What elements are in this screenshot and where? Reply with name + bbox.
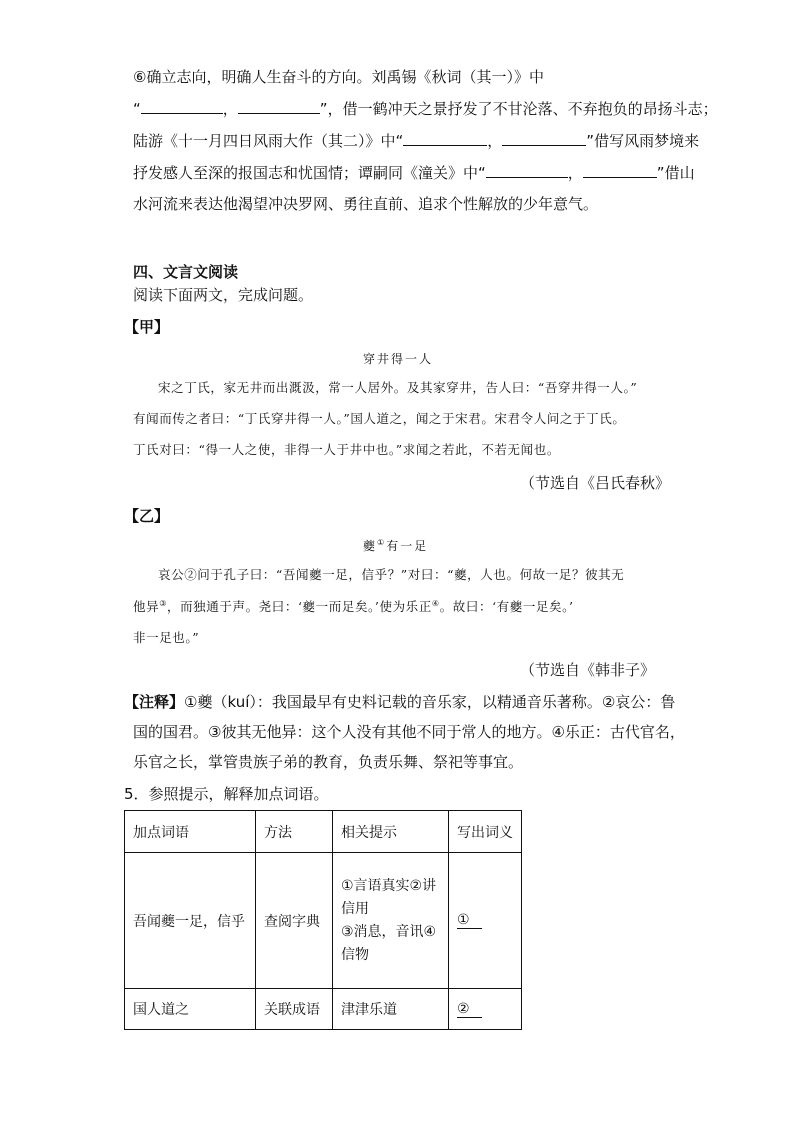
hint-line: 信用 bbox=[341, 900, 369, 917]
section-heading: 四、文言文阅读 bbox=[133, 263, 239, 281]
comma: ， bbox=[567, 164, 583, 182]
title-rest: 有一足 bbox=[386, 539, 429, 553]
footnote-marker: ① bbox=[377, 538, 387, 547]
question-5-prompt: 5．参照提示，解释加点词语。 bbox=[124, 785, 329, 803]
answer-blank-2[interactable] bbox=[238, 99, 320, 114]
notes-label: 【注释】 bbox=[124, 693, 185, 711]
table-row bbox=[125, 989, 522, 1030]
text-segment: ，而独通于声。尧曰：‘夔一而足矣。’使为乐正 bbox=[166, 599, 432, 614]
q6-line-3-start: 陆游《十一月四日风雨大作（其二）》中“ bbox=[133, 132, 404, 150]
table-cell-word: 国人道之 bbox=[125, 989, 256, 1030]
comma: ， bbox=[222, 100, 238, 118]
notes-line-1 bbox=[124, 692, 675, 712]
table-cell-method: 查阅字典 bbox=[256, 853, 333, 989]
passage-a-label: 【甲】 bbox=[124, 318, 170, 336]
vocab-table bbox=[124, 810, 522, 1030]
passage-a-source: （节选自《吕氏春秋》 bbox=[520, 474, 671, 492]
passage-a-line-3: 丁氏对曰：“得一人之使，非得一人于井中也。”求闻之若此，不若无闻也。 bbox=[133, 442, 560, 457]
q6-line-4 bbox=[133, 163, 695, 183]
q6-line-5: 水河流来表达他渴望冲决罗网、勇往直前、追求个性解放的少年意气。 bbox=[133, 195, 599, 213]
title-word-kui: 夔 bbox=[363, 539, 378, 553]
text-segment: 。故曰：‘有夔一足矣。’ bbox=[439, 599, 574, 614]
footnote-marker: ④ bbox=[431, 598, 440, 608]
quote-open: “ bbox=[133, 100, 141, 118]
answer-blank-5[interactable] bbox=[486, 163, 568, 178]
comma: ， bbox=[487, 132, 503, 150]
passage-b-line-3: 非一足也。” bbox=[133, 630, 200, 645]
answer-blank-3[interactable] bbox=[403, 131, 487, 146]
answer-slot-1[interactable]: ① bbox=[457, 912, 482, 929]
section-instruction: 阅读下面两文，完成问题。 bbox=[133, 286, 314, 304]
q6-line-2 bbox=[133, 99, 718, 119]
answer-slot-2[interactable]: ② bbox=[457, 1001, 482, 1018]
q6-line-1: ⑥确立志向，明确人生奋斗的方向。刘禹锡《秋词（其一）》中 bbox=[133, 68, 544, 86]
notes-line-2: 国的国君。③彼其无他异：这个人没有其他不同于常人的地方。④乐正：古代官名， bbox=[133, 723, 685, 741]
hint-line: ①言语真实②讲 bbox=[341, 877, 437, 894]
hint-line: ③消息，音讯④ bbox=[341, 923, 437, 940]
table-header: 写出词义 bbox=[449, 811, 522, 853]
table-cell-answer[interactable] bbox=[449, 989, 522, 1030]
passage-b-line-2 bbox=[133, 598, 574, 616]
passage-b-source: （节选自《韩非子》 bbox=[520, 661, 656, 679]
passage-b-line-1: 哀公②问于孔子曰：“吾闻夔一足，信乎？”对曰：“夔，人也。何故一足？彼其无 bbox=[158, 567, 625, 582]
footnote-marker: ③ bbox=[159, 598, 167, 608]
passage-a-line-1: 宋之丁氏，家无井而出溉汲，常一人居外。及其家穿井，告人曰：“吾穿井得一人。” bbox=[158, 380, 638, 395]
table-cell-word: 吾闻夔一足，信乎 bbox=[125, 853, 256, 989]
answer-blank-1[interactable] bbox=[141, 99, 223, 114]
table-cell-hint bbox=[333, 853, 449, 989]
table-header: 方法 bbox=[256, 811, 333, 853]
notes-line-3: 乐官之长，掌管贵族子弟的教育，负责乐舞、祭祀等事宜。 bbox=[133, 753, 524, 771]
q6-line-3-rest: ”借写风雨梦境来 bbox=[586, 132, 700, 150]
text-segment: 他异 bbox=[133, 599, 160, 614]
table-header: 相关提示 bbox=[333, 811, 449, 853]
q6-line-2-text: ”，借一鹤冲天之景抒发了不甘沦落、不弃抱负的昂扬斗志； bbox=[319, 100, 718, 118]
table-cell-hint: 津津乐道 bbox=[333, 989, 449, 1030]
passage-a-line-2: 有闻而传之者曰：“丁氏穿井得一人。”国人道之，闻之于宋君。宋君令人问之于丁氏。 bbox=[133, 411, 626, 426]
notes-text: ①夔（kuí）：我国最早有史料记载的音乐家，以精通音乐著称。②哀公：鲁 bbox=[184, 693, 676, 711]
passage-b-label: 【乙】 bbox=[124, 507, 170, 525]
hint-line: 信物 bbox=[341, 946, 369, 963]
passage-b-title bbox=[363, 537, 428, 554]
answer-blank-6[interactable] bbox=[583, 163, 657, 178]
q6-line-4-rest: ”借山 bbox=[656, 164, 695, 182]
q6-line-4-start: 抒发感人至深的报国志和忧国情；谭嗣同《潼关》中“ bbox=[133, 164, 486, 182]
table-cell-answer[interactable] bbox=[449, 853, 522, 989]
answer-blank-4[interactable] bbox=[502, 131, 586, 146]
passage-a-title: 穿井得一人 bbox=[363, 352, 434, 366]
table-header-row bbox=[125, 811, 522, 853]
table-cell-method: 关联成语 bbox=[256, 989, 333, 1030]
table-row bbox=[125, 853, 522, 989]
q6-line-3 bbox=[133, 131, 699, 151]
table-header: 加点词语 bbox=[125, 811, 256, 853]
